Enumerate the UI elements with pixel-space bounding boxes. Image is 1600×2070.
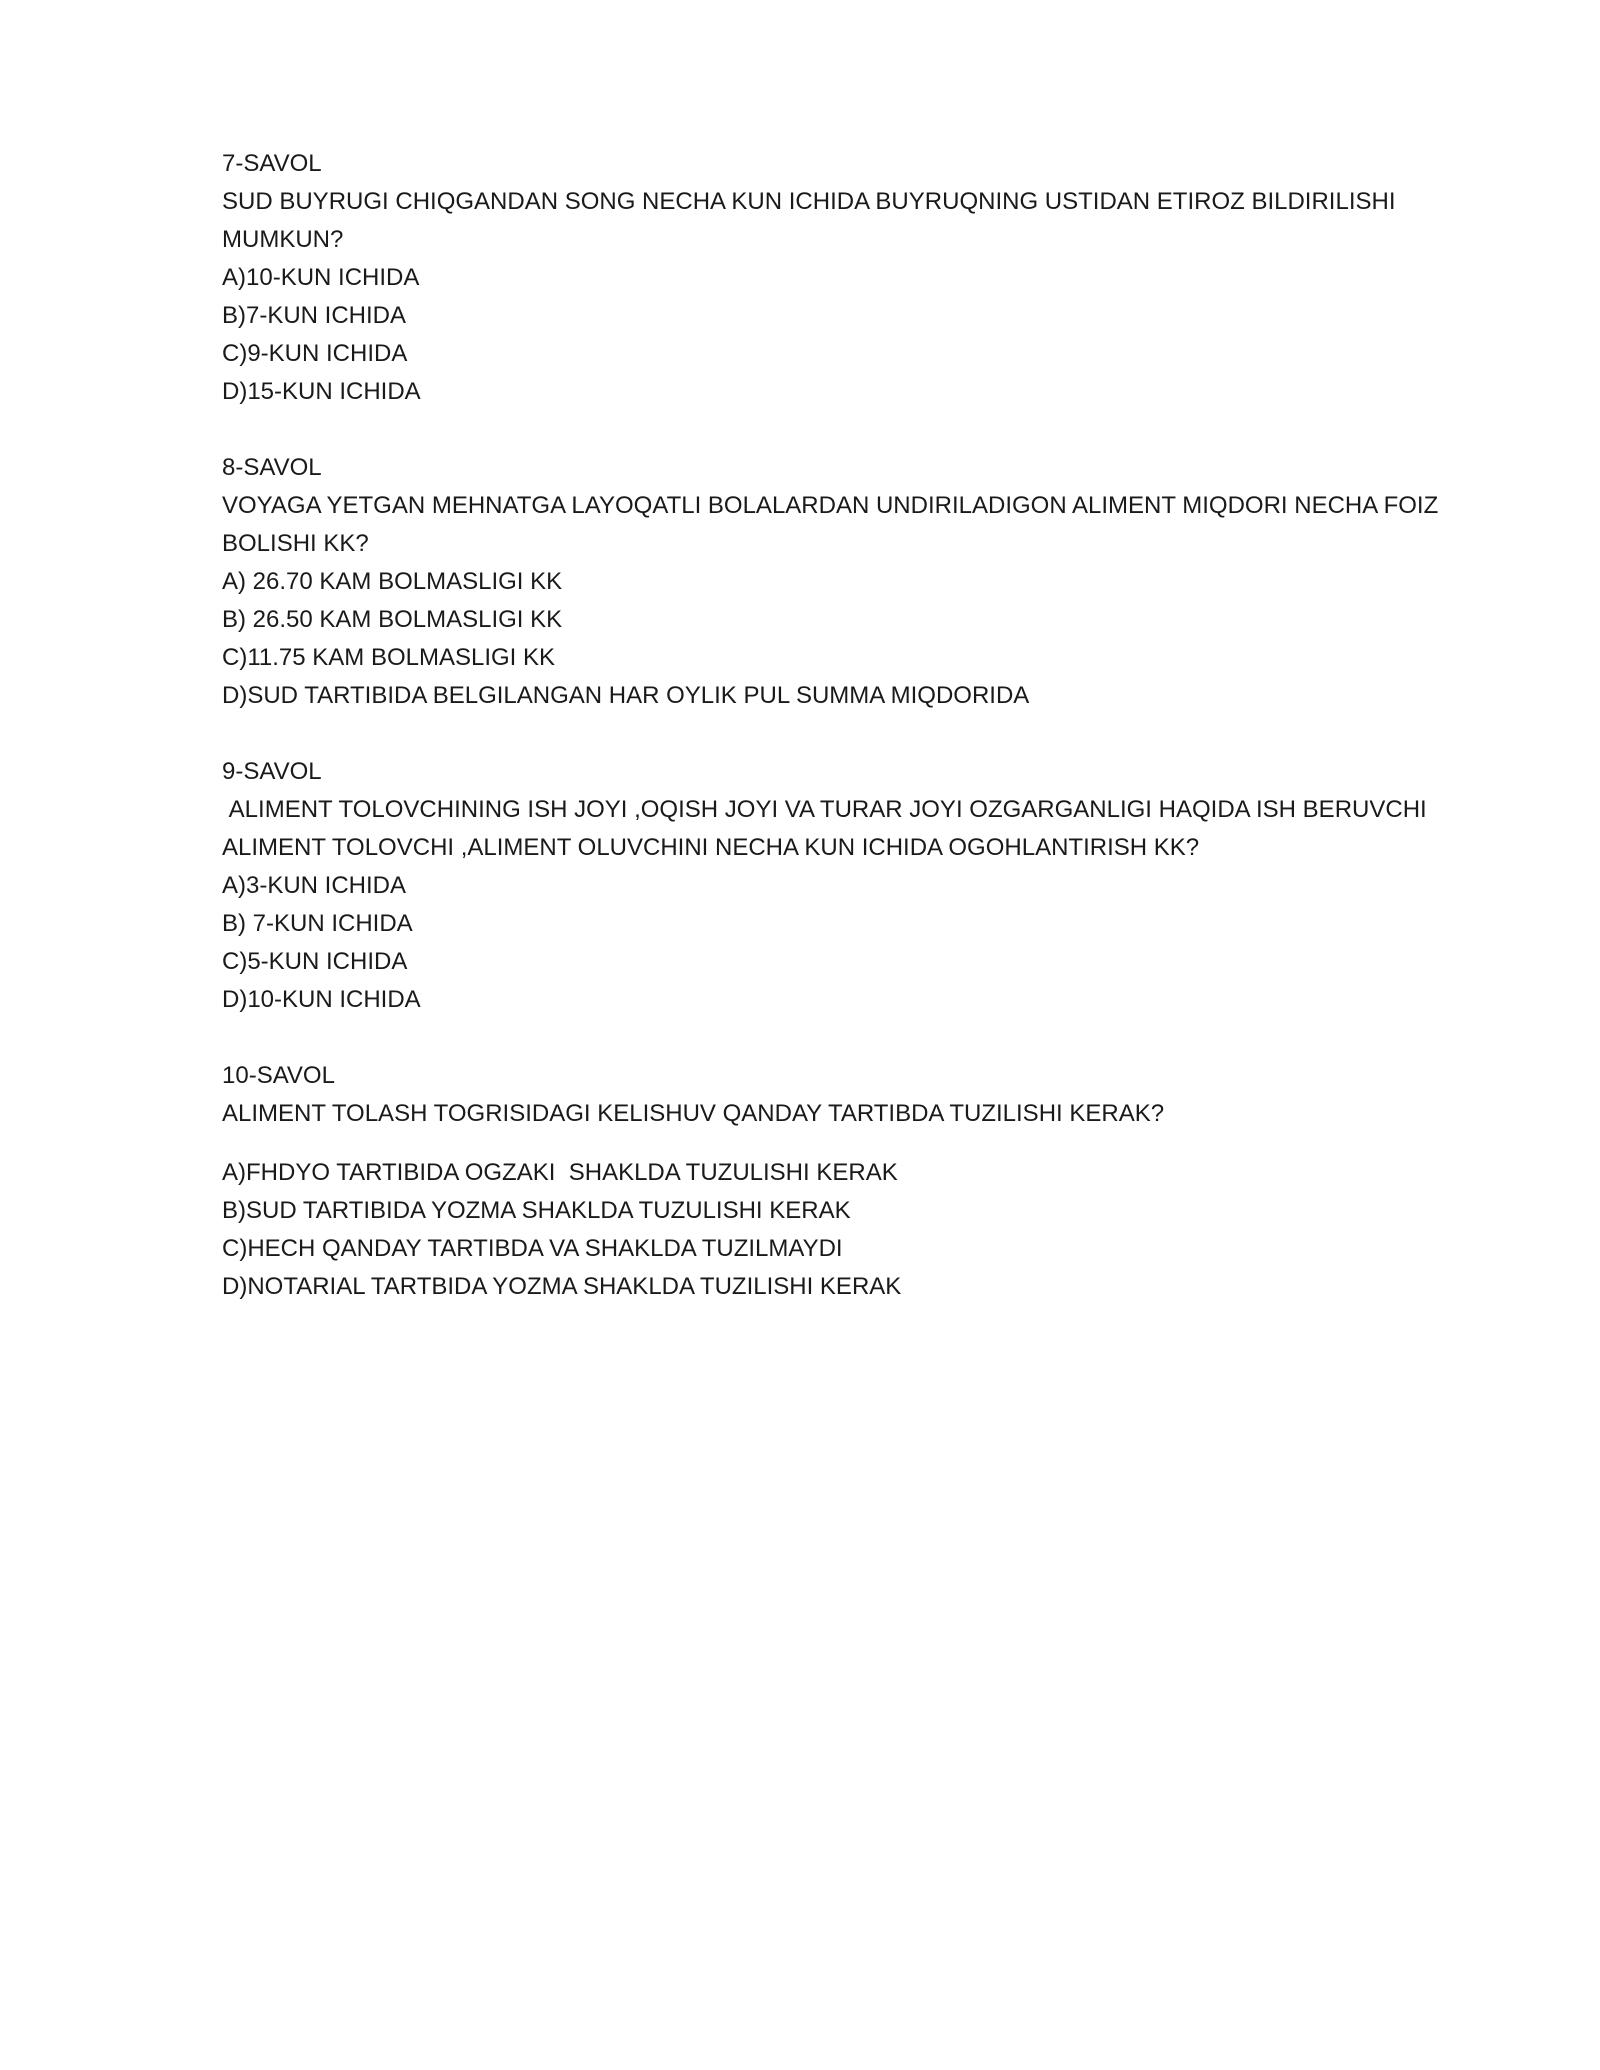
- answer-option-a: A)FHDYO TARTIBIDA OGZAKI SHAKLDA TUZULISHI KERAK: [222, 1159, 898, 1186]
- answer-option-b: B) 26.50 KAM BOLMASLIGI KK: [222, 606, 563, 633]
- question-block-10: [222, 1057, 1482, 1306]
- answer-option-d: D)SUD TARTIBIDA BELGILANGAN HAR OYLIK PUL SUMMA MIQDORIDA: [222, 682, 1030, 709]
- answer-option-a: A)10-KUN ICHIDA: [222, 264, 420, 291]
- question-block-7: [222, 145, 1482, 411]
- question-number: 10-SAVOL: [222, 1062, 335, 1089]
- answer-options: [222, 867, 1482, 1019]
- question-number: 9-SAVOL: [222, 758, 322, 785]
- question-number: 8-SAVOL: [222, 454, 322, 481]
- question-text: VOYAGA YETGAN MEHNATGA LAYOQATLI BOLALARDAN UNDIRILADIGON ALIMENT MIQDORI NECHA FOIZ BOLISHI KK?: [222, 492, 1445, 557]
- answer-options: [222, 1154, 1482, 1306]
- answer-options: [222, 259, 1482, 411]
- answer-option-d: D)NOTARIAL TARTBIDA YOZMA SHAKLDA TUZILISHI KERAK: [222, 1273, 902, 1300]
- answer-option-c: C)HECH QANDAY TARTIBDA VA SHAKLDA TUZILMAYDI: [222, 1235, 843, 1262]
- answer-options: [222, 563, 1482, 715]
- answer-option-c: C)11.75 KAM BOLMASLIGI KK: [222, 644, 556, 671]
- answer-option-b: B)7-KUN ICHIDA: [222, 302, 407, 329]
- question-text: ALIMENT TOLASH TOGRISIDAGI KELISHUV QANDAY TARTIBDA TUZILISHI KERAK?: [222, 1100, 1165, 1127]
- answer-option-a: A)3-KUN ICHIDA: [222, 872, 407, 899]
- answer-option-a: A) 26.70 KAM BOLMASLIGI KK: [222, 568, 563, 595]
- question-block-8: [222, 449, 1482, 715]
- question-number: 7-SAVOL: [222, 150, 322, 177]
- answer-option-c: C)9-KUN ICHIDA: [222, 340, 408, 367]
- answer-option-b: B) 7-KUN ICHIDA: [222, 910, 413, 937]
- question-text: ALIMENT TOLOVCHINING ISH JOYI ,OQISH JOYI VA TURAR JOYI OZGARGANLIGI HAQIDA ISH BERUVCHI ALIMENT TOLOVCHI ,ALIMENT OLUVCHINI NECHA KUN ICHIDA OGOHLANTIRISH KK?: [222, 796, 1433, 861]
- question-block-9: [222, 753, 1482, 1019]
- answer-option-d: D)10-KUN ICHIDA: [222, 986, 421, 1013]
- answer-option-d: D)15-KUN ICHIDA: [222, 378, 421, 405]
- answer-option-c: C)5-KUN ICHIDA: [222, 948, 408, 975]
- question-text: SUD BUYRUGI CHIQGANDAN SONG NECHA KUN ICHIDA BUYRUQNING USTIDAN ETIROZ BILDIRILISHI MUMKUN?: [222, 188, 1403, 253]
- answer-option-b: B)SUD TARTIBIDA YOZMA SHAKLDA TUZULISHI KERAK: [222, 1197, 851, 1224]
- document-page: [222, 145, 1482, 1344]
